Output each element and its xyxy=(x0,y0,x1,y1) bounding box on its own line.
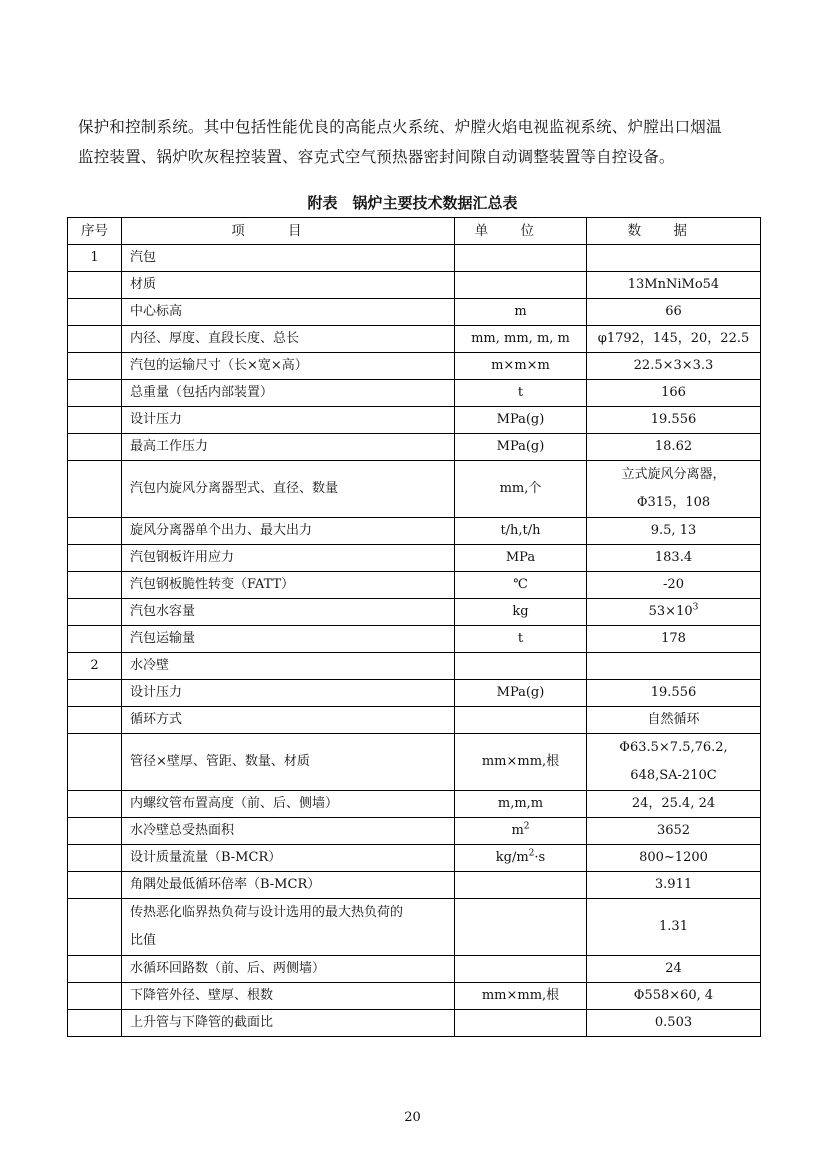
table-caption: 附表 锅炉主要技术数据汇总表 xyxy=(307,194,518,212)
cell-seq xyxy=(68,272,122,299)
cell-seq xyxy=(68,818,122,845)
item-text: 设计压力 xyxy=(130,685,183,700)
value-text: Φ63.5×7.5,76.2, xyxy=(619,740,728,755)
table-row xyxy=(68,299,761,326)
value-text: 183.4 xyxy=(654,550,693,565)
unit-text: MPa(g) xyxy=(496,685,545,700)
table-row xyxy=(68,353,761,380)
cell-unit xyxy=(455,707,587,734)
item-text: 管径×壁厚、管距、数量、材质 xyxy=(130,754,310,769)
table-row xyxy=(68,599,761,626)
unit-text: kg/m xyxy=(495,850,529,865)
value-text: 9.5, 13 xyxy=(650,523,697,538)
cell-value xyxy=(587,626,761,653)
cell-unit xyxy=(455,626,587,653)
unit-text: MPa xyxy=(505,550,536,565)
value-text: 24 xyxy=(665,961,682,976)
cell-value xyxy=(587,245,761,272)
cell-seq xyxy=(68,572,122,599)
cell-value xyxy=(587,326,761,353)
cell-unit xyxy=(455,353,587,380)
cell-value xyxy=(587,599,761,626)
value-text: 3652 xyxy=(656,823,691,838)
cell-value xyxy=(587,983,761,1010)
cell-seq xyxy=(68,734,122,791)
unit-text: t xyxy=(517,631,524,646)
cell-unit xyxy=(455,845,587,872)
cell-value xyxy=(587,956,761,983)
cell-seq xyxy=(68,599,122,626)
cell-item xyxy=(122,299,455,326)
value-text-line2: Φ315，108 xyxy=(636,495,711,510)
cell-item xyxy=(122,1010,455,1037)
unit-text: m×m×m xyxy=(491,358,550,373)
cell-seq xyxy=(68,956,122,983)
item-text: 汽包 xyxy=(130,250,157,265)
cell-unit xyxy=(455,791,587,818)
cell-item xyxy=(122,845,455,872)
cell-item xyxy=(122,272,455,299)
table-row xyxy=(68,380,761,407)
cell-seq xyxy=(68,845,122,872)
table-body xyxy=(68,245,761,1037)
table-row xyxy=(68,983,761,1010)
cell-item xyxy=(122,818,455,845)
cell-item xyxy=(122,461,455,518)
cell-item xyxy=(122,599,455,626)
item-text: 设计压力 xyxy=(130,412,183,427)
cell-value xyxy=(587,734,761,791)
value-text: 800~1200 xyxy=(639,850,708,865)
cell-item xyxy=(122,407,455,434)
cell-seq xyxy=(68,680,122,707)
cell-seq xyxy=(68,545,122,572)
cell-unit xyxy=(455,518,587,545)
cell-seq xyxy=(68,983,122,1010)
cell-unit xyxy=(455,299,587,326)
cell-unit xyxy=(455,272,587,299)
value-text: 18.62 xyxy=(654,439,693,454)
unit-text: mm, mm, m, m xyxy=(471,331,570,346)
cell-value xyxy=(587,518,761,545)
cell-unit xyxy=(455,407,587,434)
table-row xyxy=(68,791,761,818)
cell-unit xyxy=(455,461,587,518)
cell-value xyxy=(587,545,761,572)
unit-exponent: 2 xyxy=(528,848,535,859)
item-text: 中心标高 xyxy=(130,304,183,319)
cell-unit xyxy=(455,572,587,599)
unit-text: t/h,t/h xyxy=(500,523,541,538)
page-number: 20 xyxy=(404,1110,421,1125)
value-text: 66 xyxy=(665,304,682,319)
cell-value xyxy=(587,299,761,326)
cell-value xyxy=(587,272,761,299)
cell-item xyxy=(122,353,455,380)
cell-unit xyxy=(455,818,587,845)
cell-item xyxy=(122,734,455,791)
cell-value xyxy=(587,680,761,707)
intro-paragraph xyxy=(78,112,768,172)
value-text: -20 xyxy=(663,577,684,592)
cell-unit xyxy=(455,434,587,461)
table-row xyxy=(68,461,761,518)
table-row xyxy=(68,734,761,791)
item-text: 内螺纹管布置高度（前、后、侧墙） xyxy=(130,796,339,811)
value-text: 166 xyxy=(661,385,686,400)
cell-item xyxy=(122,680,455,707)
cell-unit xyxy=(455,983,587,1010)
item-text: 上升管与下降管的截面比 xyxy=(130,1015,274,1030)
value-text: 0.503 xyxy=(654,1015,693,1030)
header-seq: 序号 xyxy=(68,218,122,245)
intro-line-1: 保护和控制系统。其中包括性能优良的高能点火系统、炉膛火焰电视监视系统、炉膛出口烟温 xyxy=(78,118,722,136)
unit-exponent: 2 xyxy=(523,821,530,832)
cell-seq xyxy=(68,1010,122,1037)
table-row xyxy=(68,545,761,572)
unit-text: MPa(g) xyxy=(496,439,545,454)
table-row xyxy=(68,872,761,899)
cell-item xyxy=(122,434,455,461)
cell-value xyxy=(587,407,761,434)
item-text: 设计质量流量（B-MCR） xyxy=(130,850,282,865)
cell-item xyxy=(122,545,455,572)
item-text: 总重量（包括内部装置） xyxy=(130,385,274,400)
table-row xyxy=(68,680,761,707)
table-row xyxy=(68,245,761,272)
value-text: 53×10 xyxy=(648,604,693,619)
item-text: 旋风分离器单个出力、最大出力 xyxy=(130,523,313,538)
unit-text: mm×mm,根 xyxy=(481,988,560,1003)
value-text: 19.556 xyxy=(650,412,697,427)
cell-value xyxy=(587,653,761,680)
item-text: 汽包钢板许用应力 xyxy=(130,550,235,565)
cell-value xyxy=(587,1010,761,1037)
item-text: 汽包内旋风分离器型式、直径、数量 xyxy=(130,481,339,496)
cell-value xyxy=(587,899,761,956)
header-unit: 单位 xyxy=(455,218,587,245)
cell-item xyxy=(122,380,455,407)
item-text: 材质 xyxy=(130,277,157,292)
cell-seq xyxy=(68,653,122,680)
table-row xyxy=(68,518,761,545)
table-row xyxy=(68,1010,761,1037)
cell-item xyxy=(122,899,455,956)
cell-value xyxy=(587,818,761,845)
value-text-line2: 648,SA-210C xyxy=(630,768,717,783)
seq-text: 2 xyxy=(90,658,99,673)
table-row xyxy=(68,653,761,680)
cell-unit xyxy=(455,872,587,899)
item-text: 内径、厚度、直段长度、总长 xyxy=(130,331,300,346)
value-text: 19.556 xyxy=(650,685,697,700)
cell-seq xyxy=(68,626,122,653)
boiler-spec-table xyxy=(67,217,761,1037)
unit-text: m xyxy=(511,823,524,838)
cell-unit xyxy=(455,653,587,680)
cell-unit xyxy=(455,680,587,707)
cell-item xyxy=(122,956,455,983)
cell-value xyxy=(587,845,761,872)
item-text: 汽包的运输尺寸（长×宽×高） xyxy=(130,358,308,373)
table-row xyxy=(68,326,761,353)
item-text: 最高工作压力 xyxy=(130,439,209,454)
item-text: 循环方式 xyxy=(130,712,183,727)
cell-seq xyxy=(68,872,122,899)
cell-item xyxy=(122,626,455,653)
cell-unit xyxy=(455,599,587,626)
table-row xyxy=(68,956,761,983)
header-item: 项目 xyxy=(122,218,455,245)
unit-text-tail: ·s xyxy=(534,850,546,865)
table-row xyxy=(68,845,761,872)
value-text: 3.911 xyxy=(654,877,693,892)
value-text: 自然循环 xyxy=(647,712,700,727)
cell-item xyxy=(122,791,455,818)
cell-seq xyxy=(68,353,122,380)
item-text: 汽包水容量 xyxy=(130,604,196,619)
cell-value xyxy=(587,434,761,461)
cell-value xyxy=(587,461,761,518)
table-row xyxy=(68,626,761,653)
table-row xyxy=(68,407,761,434)
cell-seq xyxy=(68,245,122,272)
cell-value xyxy=(587,872,761,899)
cell-seq xyxy=(68,899,122,956)
unit-text: m xyxy=(514,304,527,319)
cell-seq xyxy=(68,407,122,434)
cell-unit xyxy=(455,1010,587,1037)
item-text-line2: 比值 xyxy=(130,933,157,948)
cell-value xyxy=(587,707,761,734)
item-text: 水循环回路数（前、后、两侧墙） xyxy=(130,961,326,976)
unit-text: MPa(g) xyxy=(496,412,545,427)
cell-seq xyxy=(68,461,122,518)
seq-text: 1 xyxy=(90,250,99,265)
value-text: 178 xyxy=(661,631,686,646)
cell-seq xyxy=(68,518,122,545)
item-text: 角隅处最低循环倍率（B-MCR） xyxy=(130,877,321,892)
cell-unit xyxy=(455,380,587,407)
table-row xyxy=(68,572,761,599)
value-text: 1.31 xyxy=(659,919,688,934)
value-text: 立式旋风分离器， xyxy=(621,467,726,482)
item-text: 水冷壁总受热面积 xyxy=(130,823,235,838)
cell-seq xyxy=(68,326,122,353)
table-row xyxy=(68,899,761,956)
unit-text: mm×mm,根 xyxy=(481,754,560,769)
cell-item xyxy=(122,245,455,272)
item-text: 汽包运输量 xyxy=(130,631,196,646)
cell-unit xyxy=(455,545,587,572)
cell-item xyxy=(122,572,455,599)
unit-text: mm,个 xyxy=(499,481,542,496)
value-text: 24，25.4, 24 xyxy=(631,796,716,811)
cell-value xyxy=(587,791,761,818)
cell-seq xyxy=(68,299,122,326)
value-text: 13MnNiMo54 xyxy=(627,277,720,292)
cell-seq xyxy=(68,791,122,818)
cell-item xyxy=(122,707,455,734)
table-header-row xyxy=(68,218,761,245)
table-row xyxy=(68,818,761,845)
value-text: φ1792，145，20，22.5 xyxy=(597,331,750,346)
item-text: 下降管外径、壁厚、根数 xyxy=(130,988,274,1003)
cell-value xyxy=(587,572,761,599)
unit-text: m,m,m xyxy=(497,796,544,811)
header-data: 数据 xyxy=(587,218,761,245)
cell-item xyxy=(122,983,455,1010)
cell-item xyxy=(122,518,455,545)
item-text: 传热恶化临界热负荷与设计选用的最大热负荷的 xyxy=(130,905,404,920)
intro-line-2: 监控装置、锅炉吹灰程控装置、容克式空气预热器密封间隙自动调整装置等自控设备。 xyxy=(78,148,675,166)
unit-text: kg xyxy=(512,604,529,619)
cell-unit xyxy=(455,734,587,791)
cell-seq xyxy=(68,434,122,461)
cell-seq xyxy=(68,380,122,407)
unit-text: t xyxy=(517,385,524,400)
cell-value xyxy=(587,353,761,380)
unit-text: ℃ xyxy=(513,577,528,592)
table-row xyxy=(68,272,761,299)
cell-item xyxy=(122,872,455,899)
value-text: Φ558×60, 4 xyxy=(633,988,714,1003)
cell-unit xyxy=(455,245,587,272)
item-text: 水冷壁 xyxy=(130,658,170,673)
item-text: 汽包钢板脆性转变（FATT） xyxy=(130,577,295,592)
value-text: 22.5×3×3.3 xyxy=(633,358,714,373)
cell-value xyxy=(587,380,761,407)
cell-unit xyxy=(455,899,587,956)
cell-unit xyxy=(455,326,587,353)
value-exponent: 3 xyxy=(692,602,699,613)
cell-unit xyxy=(455,956,587,983)
cell-item xyxy=(122,326,455,353)
table-row xyxy=(68,434,761,461)
cell-item xyxy=(122,653,455,680)
cell-seq xyxy=(68,707,122,734)
table-row xyxy=(68,707,761,734)
